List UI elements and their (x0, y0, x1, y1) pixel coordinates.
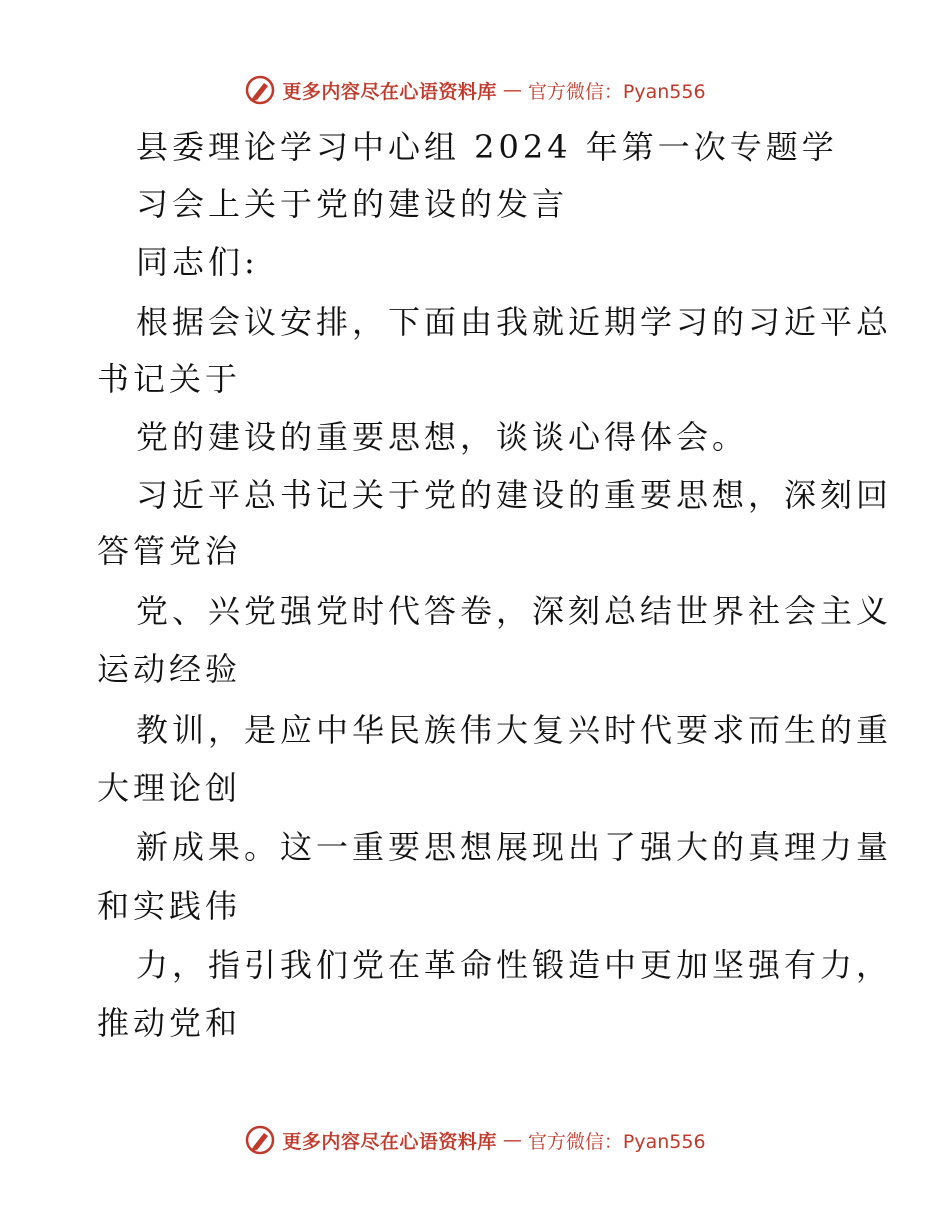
watermark-contact: 官方微信：Pyan556 (527, 1130, 706, 1153)
watermark-text: 更多内容尽在心语资料库 (282, 1130, 497, 1153)
paragraph-line: 习近平总书记关于党的建设的重要思想，深刻回 (136, 476, 893, 514)
footer-watermark (0, 1120, 950, 1160)
document-title-line-2: 习会上关于党的建设的发言 (136, 185, 569, 223)
watermark-contact: 官方微信：Pyan556 (527, 80, 706, 103)
header-watermark (0, 70, 950, 110)
paragraph-line: 教训，是应中华民族伟大复兴时代要求而生的重 (136, 711, 893, 749)
watermark-text: 更多内容尽在心语资料库 (282, 80, 497, 103)
pen-logo-icon (244, 74, 276, 106)
paragraph-line: 推动党和 (97, 1004, 242, 1042)
paragraph-line: 党、兴党强党时代答卷，深刻总结世界社会主义 (136, 592, 893, 630)
watermark-separator: — (502, 1129, 522, 1151)
paragraph-line: 大理论创 (97, 769, 242, 807)
paragraph-line: 答管党治 (97, 532, 242, 570)
greeting: 同志们: (136, 243, 259, 281)
paragraph-line: 书记关于 (97, 360, 242, 398)
paragraph-line: 运动经验 (97, 650, 242, 688)
watermark-separator: — (502, 79, 522, 101)
pen-logo-icon (244, 1124, 276, 1156)
paragraph-line: 党的建设的重要思想，谈谈心得体会。 (136, 418, 749, 456)
paragraph-line: 根据会议安排，下面由我就近期学习的习近平总 (136, 303, 893, 341)
paragraph-line: 力，指引我们党在革命性锻造中更加坚强有力， (136, 946, 893, 984)
paragraph-line: 新成果。这一重要思想展现出了强大的真理力量 (136, 828, 893, 866)
document-title-line-1: 县委理论学习中心组 2024 年第一次专题学 (136, 128, 838, 166)
paragraph-line: 和实践伟 (97, 887, 242, 925)
